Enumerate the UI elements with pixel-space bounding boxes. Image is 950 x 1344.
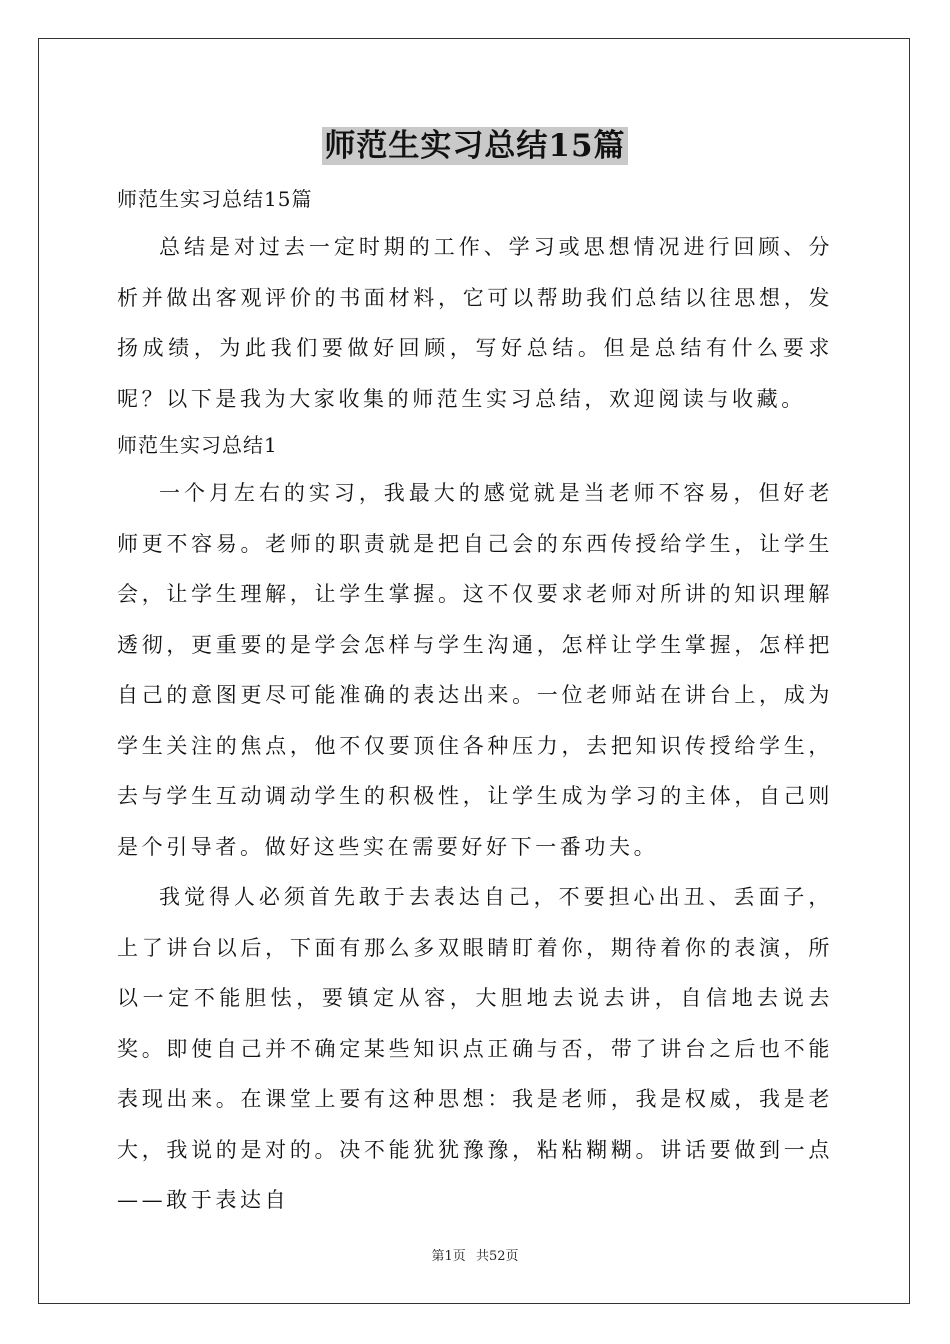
- page-footer: [0, 1248, 950, 1266]
- body-paragraph: 我觉得人必须首先敢于去表达自己，不要担心出丑、丢面子，上了讲台以后，下面有那么多双眼睛盯着你，期待着你的表演，所以一定不能胆怯，要镇定从容，大胆地去说去讲，自信地去说去奖。即使自己并不确定某些知识点正确与否，带了讲台之后也不能表现出来。在课堂上要有这种思想：我是老师，我是权威，我是老大，我说的是对的。决不能犹犹豫豫，粘粘糊糊。讲话要做到一点——敢于表达自: [117, 885, 833, 1212]
- title-block: [0, 127, 950, 165]
- document-title: 师范生实习总结15篇: [324, 128, 626, 164]
- page-number: 第1页: [431, 1249, 466, 1264]
- document-body: [117, 180, 833, 1226]
- page-total: 共52页: [475, 1249, 519, 1264]
- body-paragraph: 一个月左右的实习，我最大的感觉就是当老师不容易，但好老师更不容易。老师的职责就是把自己会的东西传授给学生，让学生会，让学生理解，让学生掌握。这不仅要求老师对所讲的知识理解透彻，更重要的是学会怎样与学生沟通，怎样让学生掌握，怎样把自己的意图更尽可能准确的表达出来。一位老师站在讲台上，成为学生关注的焦点，他不仅要顶住各种压力，去把知识传授给学生，去与学生互动调动学生的积极性，让学生成为学习的主体，自己则是个引导者。做好这些实在需要好好下一番功夫。: [117, 481, 833, 859]
- intro-paragraph: 总结是对过去一定时期的工作、学习或思想情况进行回顾、分析并做出客观评价的书面材料，它可以帮助我们总结以往思想，发扬成绩，为此我们要做好回顾，写好总结。但是总结有什么要求呢？以下是我为大家收集的师范生实习总结，欢迎阅读与收藏。: [117, 235, 833, 411]
- section-heading: 师范生实习总结1: [117, 433, 278, 457]
- document-subtitle: 师范生实习总结15篇: [117, 187, 313, 211]
